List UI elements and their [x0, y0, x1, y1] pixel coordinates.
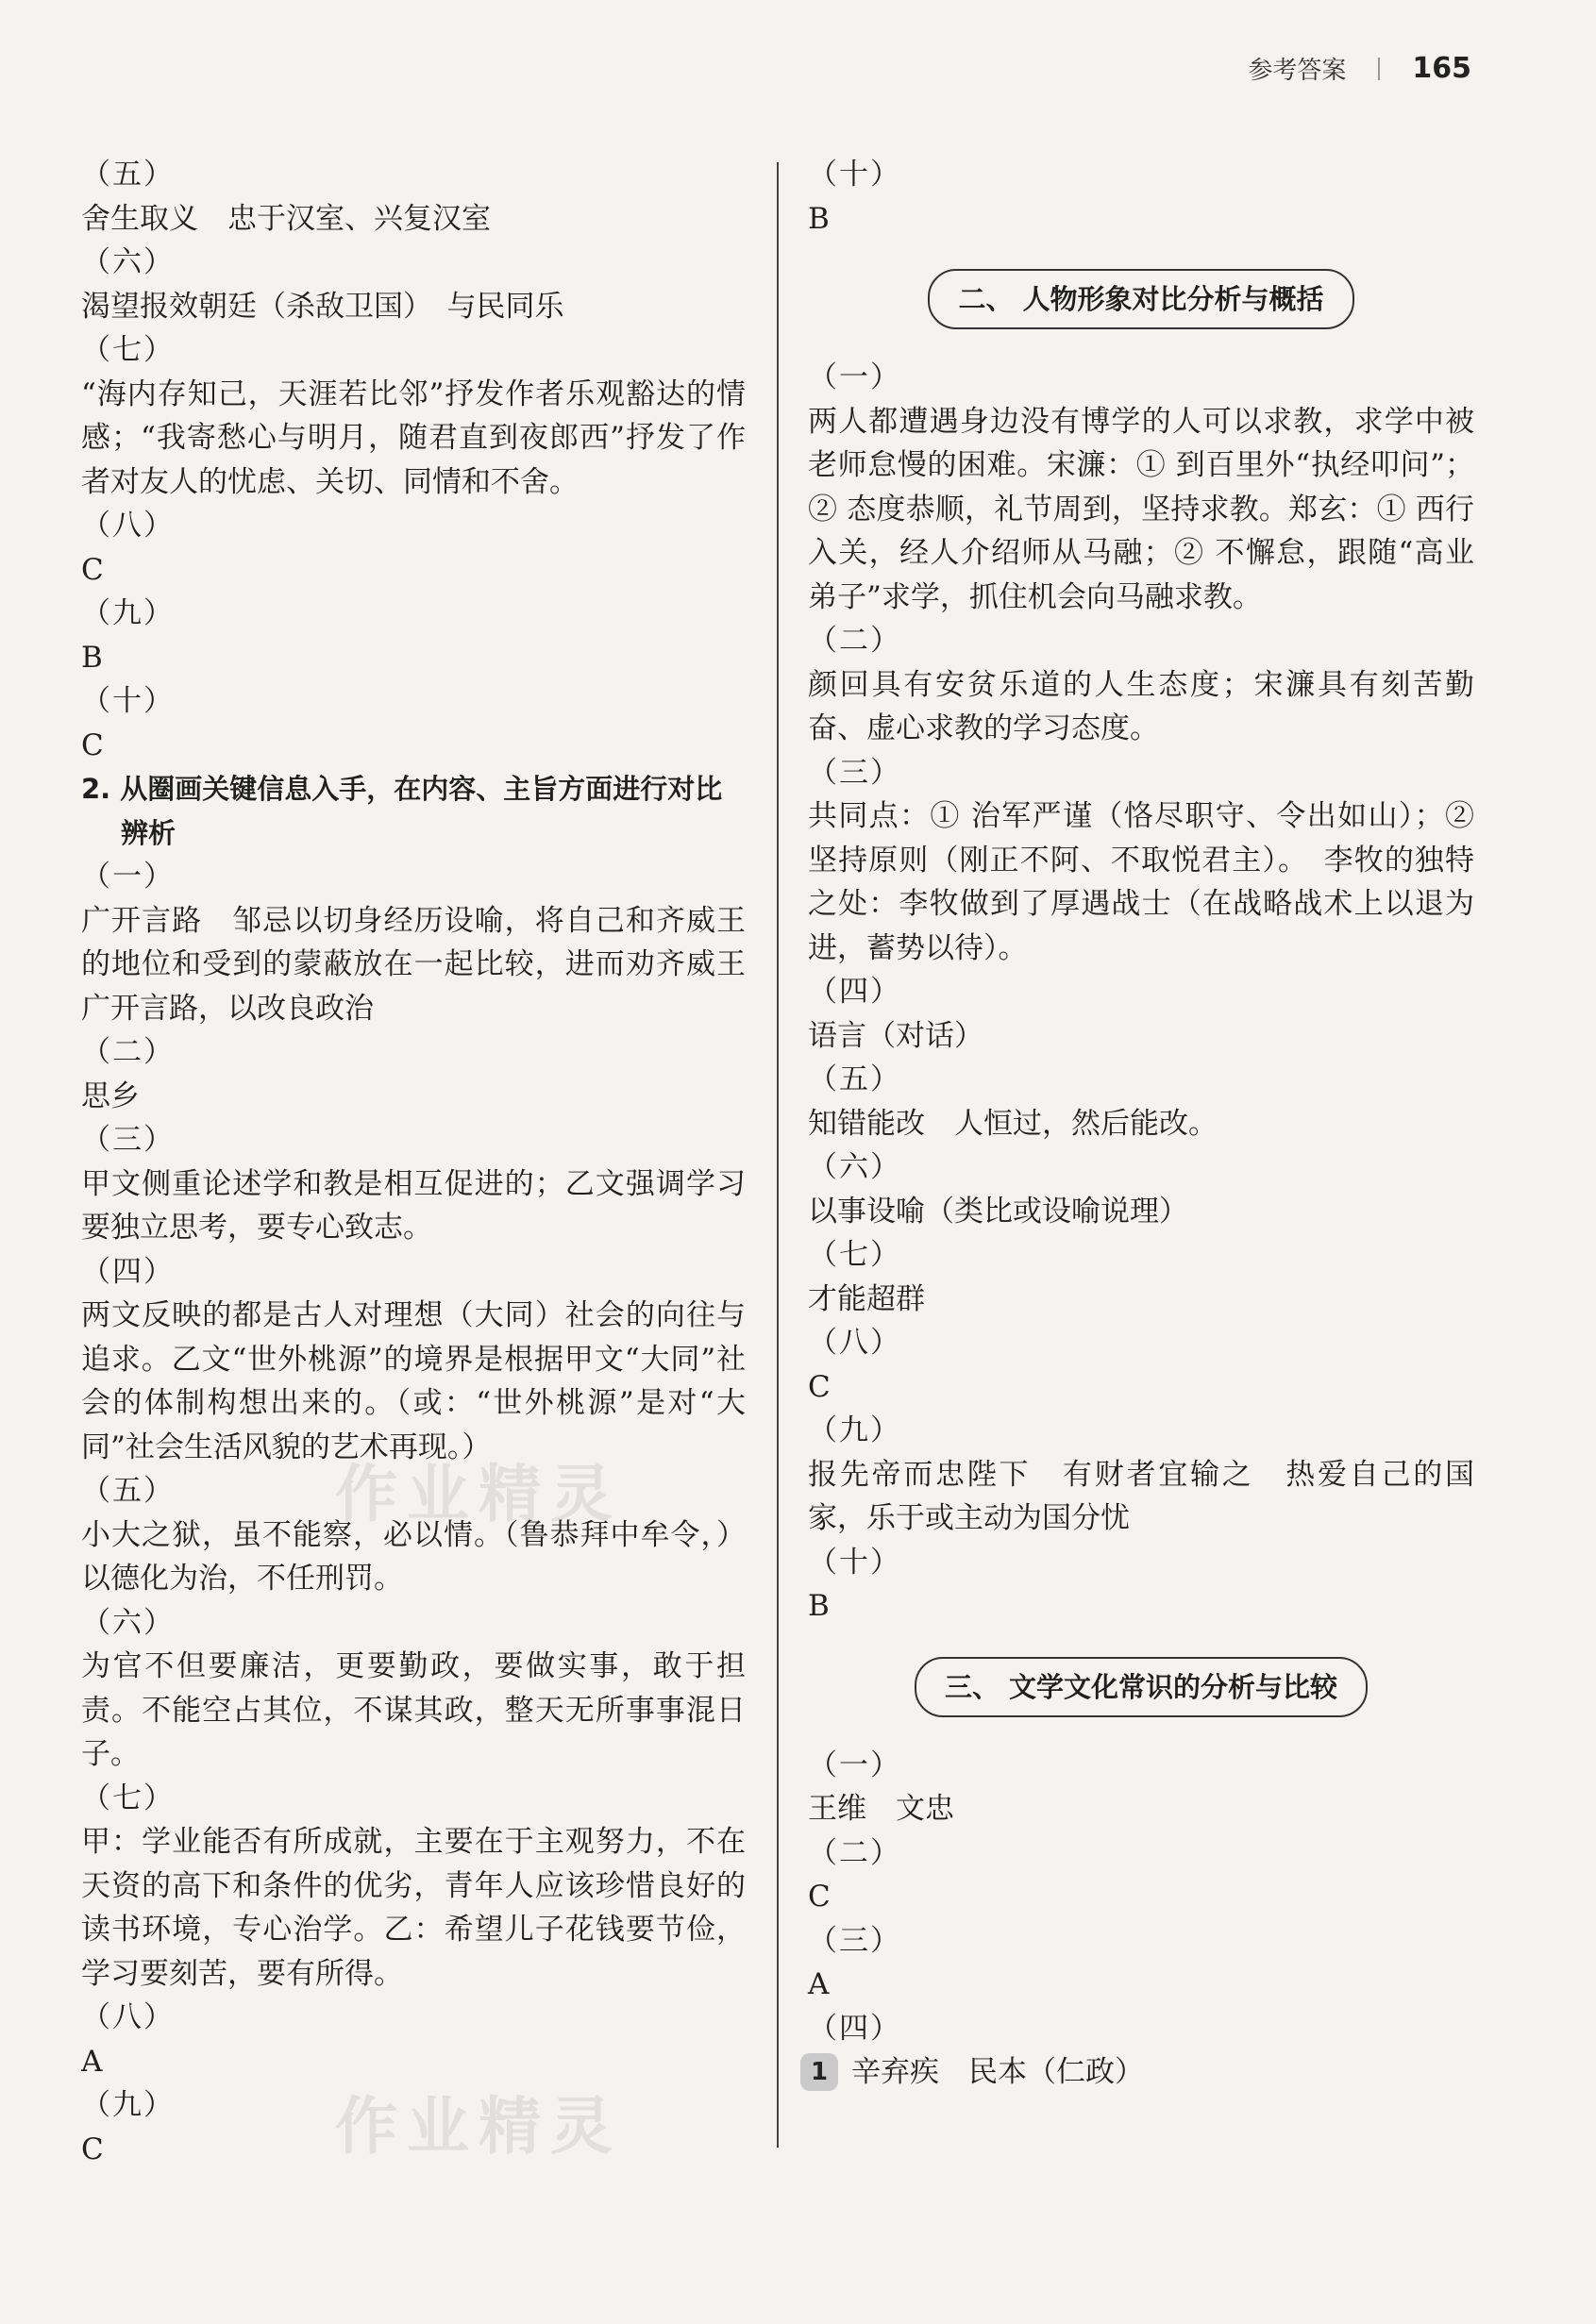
- answer-text: 舍生取义 忠于汉室、兴复汉室: [81, 201, 491, 236]
- right-column: [808, 153, 1474, 2095]
- left-column: [81, 153, 746, 2171]
- answer-text: 以事设喻（类比或设喻说理）: [808, 1194, 1188, 1229]
- question-number: （五）: [81, 1474, 175, 1508]
- question-number: （四）: [81, 1254, 175, 1289]
- question-number: （二）: [808, 1835, 901, 1870]
- answer-text: “海内存知己，天涯若比邻”抒发作者乐观豁达的情感；“我寄愁心与明月，随君直到夜郎西”抒发了作者对友人的忧虑、关切、同情和不舍。: [81, 376, 746, 499]
- section-heading-wrap: [808, 1657, 1474, 1717]
- question-number: （十）: [808, 158, 901, 192]
- question-number: （八）: [81, 509, 175, 543]
- question-number: （六）: [808, 1150, 901, 1184]
- question-number: （四）: [808, 2011, 901, 2046]
- answer-text: C: [808, 1369, 831, 1404]
- answer-text: 渴望报效朝廷（杀敌卫国） 与民同乐: [81, 289, 564, 324]
- answer-text: C: [81, 552, 104, 587]
- answer-text: C: [81, 727, 104, 762]
- question-number: （六）: [81, 245, 175, 279]
- question-number: （八）: [808, 1326, 901, 1360]
- section-title: 参考答案: [1248, 57, 1347, 85]
- answer-text: B: [808, 201, 830, 236]
- answer-text: A: [81, 2044, 103, 2079]
- question-number: （十）: [81, 684, 175, 718]
- question-number: （七）: [81, 1781, 175, 1815]
- question-number: （一）: [808, 360, 901, 394]
- question-number: （三）: [808, 1923, 901, 1958]
- question-number: （三）: [808, 755, 901, 790]
- column-divider: [777, 162, 779, 2148]
- question-number: （四）: [808, 975, 901, 1009]
- answer-text: 广开言路 邹忌以切身经历设喻，将自己和齐威王的地位和受到的蒙蔽放在一起比较，进而劝齐威王广开言路，以改良政治: [81, 903, 746, 1026]
- answer-text: C: [808, 1880, 831, 1914]
- answer-text: A: [808, 1967, 830, 2001]
- answer-text: 王维 文忠: [808, 1792, 954, 1826]
- question-number: （二）: [81, 1035, 175, 1069]
- question-number: （九）: [81, 596, 175, 630]
- last-answer-line: [808, 2050, 1474, 2095]
- question-number: （五）: [81, 158, 175, 192]
- page-number: 165: [1412, 52, 1471, 85]
- answer-text: 报先帝而忠陛下 有财者宜输之 热爱自己的国家，乐于或主动为国分忧: [808, 1457, 1474, 1535]
- header-separator: [1378, 58, 1380, 80]
- answer-text: C: [81, 2132, 104, 2166]
- question-number: （七）: [808, 1238, 901, 1272]
- page-header: [1248, 51, 1471, 86]
- watermark-text: 作业精灵: [335, 1458, 622, 1530]
- section-heading-wrap: [808, 269, 1474, 329]
- answer-text: 辛弃疾 民本（仁政）: [851, 2055, 1144, 2089]
- question-number: （十）: [808, 1545, 901, 1580]
- question-number: （三）: [81, 1123, 175, 1157]
- question-number: （五）: [808, 1062, 901, 1096]
- question-number: （一）: [808, 1747, 901, 1782]
- answer-text: 才能超群: [808, 1281, 925, 1316]
- answer-text: B: [81, 640, 103, 675]
- question-number: （七）: [81, 333, 175, 367]
- answer-text: 共同点：① 治军严谨（恪尽职守、令出如山）；② 坚持原则（刚正不阿、不取悦君主）。 李牧的独特之处：李牧做到了厚遇战士（在战略战术上以退为进，蓄势以待）。: [808, 799, 1474, 965]
- answer-text: 为官不但要廉洁，更要勤政，要做实事，敢于担责。不能空占其位，不谋其政，整天无所事事混日子。: [81, 1649, 746, 1771]
- answer-text: 甲文侧重论述学和教是相互促进的；乙文强调学习要独立思考，要专心致志。: [81, 1166, 746, 1245]
- question-number: （九）: [808, 1413, 901, 1447]
- answer-text: 两人都遭遇身边没有博学的人可以求教，求学中被老师怠慢的困难。宋濂：① 到百里外“执经叩问”；② 态度恭顺，礼节周到，坚持求教。郑玄：① 西行入关，经人介绍师从马融；② 不懈怠，跟随“高业弟子”求学，抓住机会向马融求教。: [808, 404, 1474, 614]
- answer-text: 小大之狱，虽不能察，必以情。（鲁恭拜中牟令，）以德化为治，不任刑罚。: [81, 1517, 746, 1596]
- watermark-text: 作业精灵: [335, 2090, 622, 2163]
- question-number: （二）: [808, 624, 901, 658]
- question-number: （八）: [81, 2000, 175, 2034]
- answer-text: 颜回具有安贫乐道的人生态度；宋濂具有刻苦勤奋、虚心求教的学习态度。: [808, 667, 1474, 745]
- question-number: （一）: [81, 860, 175, 894]
- section-heading: 二、 人物形象对比分析与概括: [928, 269, 1353, 329]
- answer-text: 甲：学业能否有所成就，主要在于主观努力，不在天资的高下和条件的优劣，青年人应该珍惜良好的读书环境，专心治学。乙：希望儿子花钱要节俭，学习要刻苦，要有所得。: [81, 1825, 746, 1991]
- question-number: （九）: [81, 2088, 175, 2122]
- answer-text: 思乡: [81, 1078, 140, 1113]
- question-number: （六）: [81, 1605, 175, 1640]
- section-heading: 三、 文学文化常识的分析与比较: [915, 1657, 1368, 1717]
- subheading: 2. 从圈画关键信息入手，在内容、主旨方面进行对比辨析: [81, 773, 723, 849]
- answer-text: 语言（对话）: [808, 1018, 983, 1053]
- answer-text: B: [808, 1589, 830, 1623]
- answer-text: 两文反映的都是古人对理想（大同）社会的向往与追求。乙文“世外桃源”的境界是根据甲文“大同”社会的体制构想出来的。（或：“世外桃源”是对“大同”社会生活风貌的艺术再现。）: [81, 1298, 746, 1464]
- answer-text: 知错能改 人恒过，然后能改。: [808, 1106, 1218, 1141]
- page-tab-badge: 1: [800, 2053, 838, 2091]
